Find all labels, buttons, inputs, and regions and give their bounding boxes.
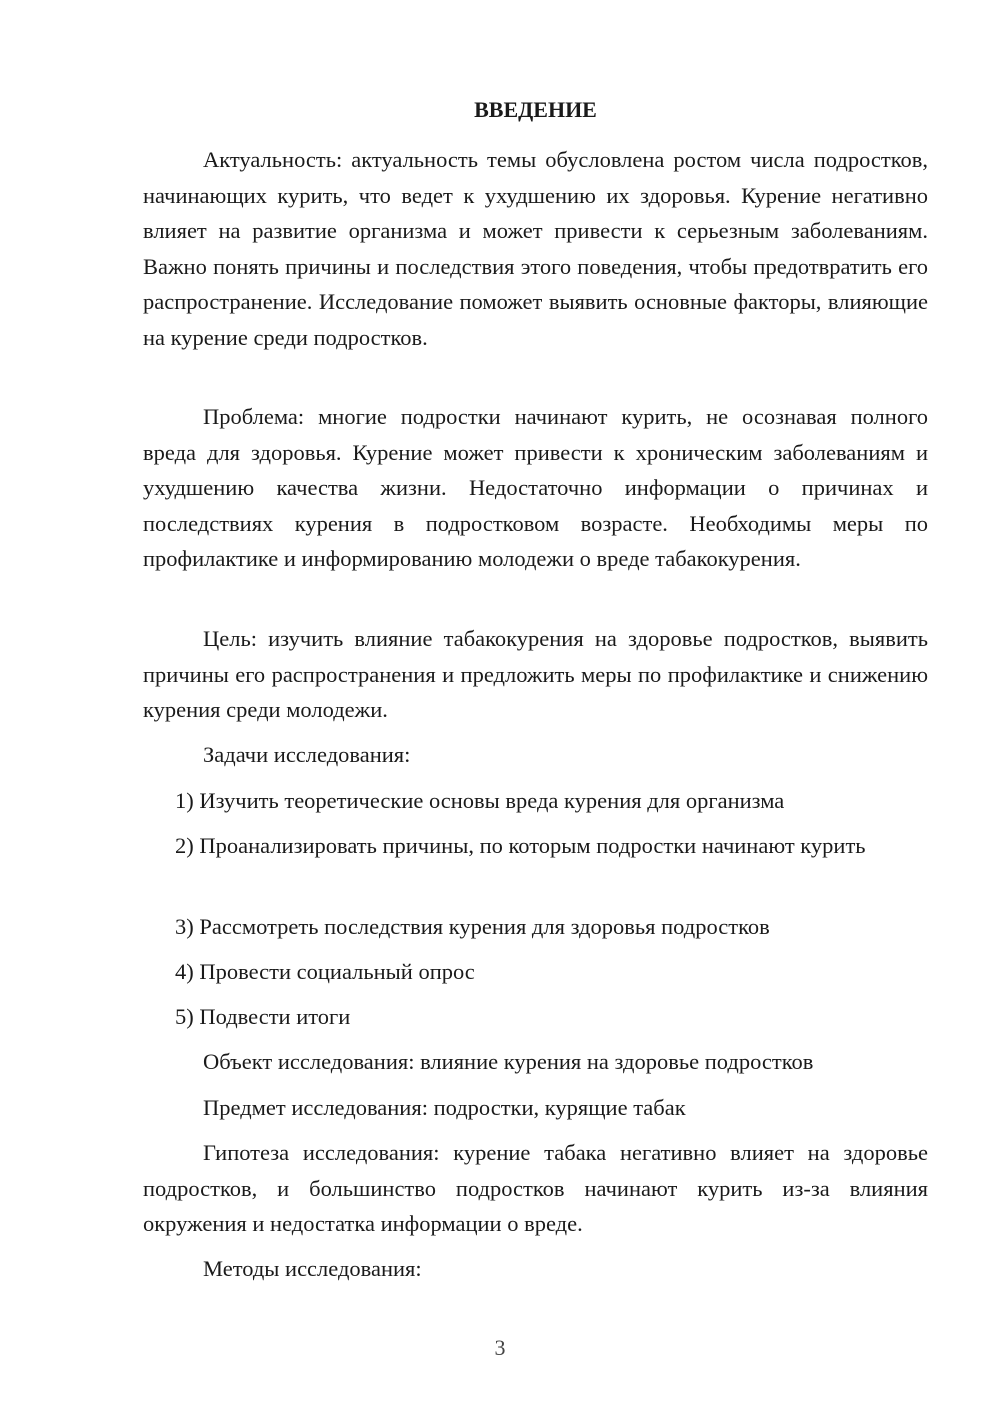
hypothesis-paragraph: Гипотеза исследования: курение табака негативно влияет на здоровье подростков, и большинство подростков начинают курить из-за влияния окружения и недостатка информации о вреде. <box>143 1140 928 1236</box>
goal-paragraph: Цель: изучить влияние табакокурения на здоровье подростков, выявить причины его распространения и предложить меры по профилактике и снижению курения среди молодежи. <box>143 626 928 722</box>
task-item: 5) Подвести итоги <box>175 1004 351 1029</box>
problem-paragraph: Проблема: многие подростки начинают курить, не осознавая полного вреда для здоровья. Курение может привести к хроническим заболеваниям и ухудшению качества жизни. Недостаточно информации о причинах и последствиях курения в подростковом возрасте. Необходимы меры по профилактике и информированию молодежи о вреде табакокурения. <box>143 404 928 571</box>
task-item: 3) Рассмотреть последствия курения для здоровья подростков <box>175 914 770 939</box>
relevance-paragraph: Актуальность: актуальность темы обусловлена ростом числа подростков, начинающих курить, что ведет к ухудшению их здоровья. Курение негативно влияет на развитие организма и может привести к серьезным заболеваниям. Важно понять причины и последствия этого поведения, чтобы предотвратить его распространение. Исследование поможет выявить основные факторы, влияющие на курение среди подростков. <box>143 147 928 350</box>
task-item: 4) Провести социальный опрос <box>175 959 475 984</box>
page-number: 3 <box>494 1335 506 1360</box>
task-item: 1) Изучить теоретические основы вреда курения для организма <box>175 788 785 813</box>
tasks-heading: Задачи исследования: <box>203 742 411 767</box>
page-title: ВВЕДЕНИЕ <box>474 97 597 122</box>
task-item: 2) Проанализировать причины, по которым подростки начинают курить <box>175 833 866 858</box>
methods-heading: Методы исследования: <box>203 1256 422 1281</box>
object-paragraph: Объект исследования: влияние курения на здоровье подростков <box>203 1049 814 1074</box>
subject-paragraph: Предмет исследования: подростки, курящие табак <box>203 1095 686 1120</box>
